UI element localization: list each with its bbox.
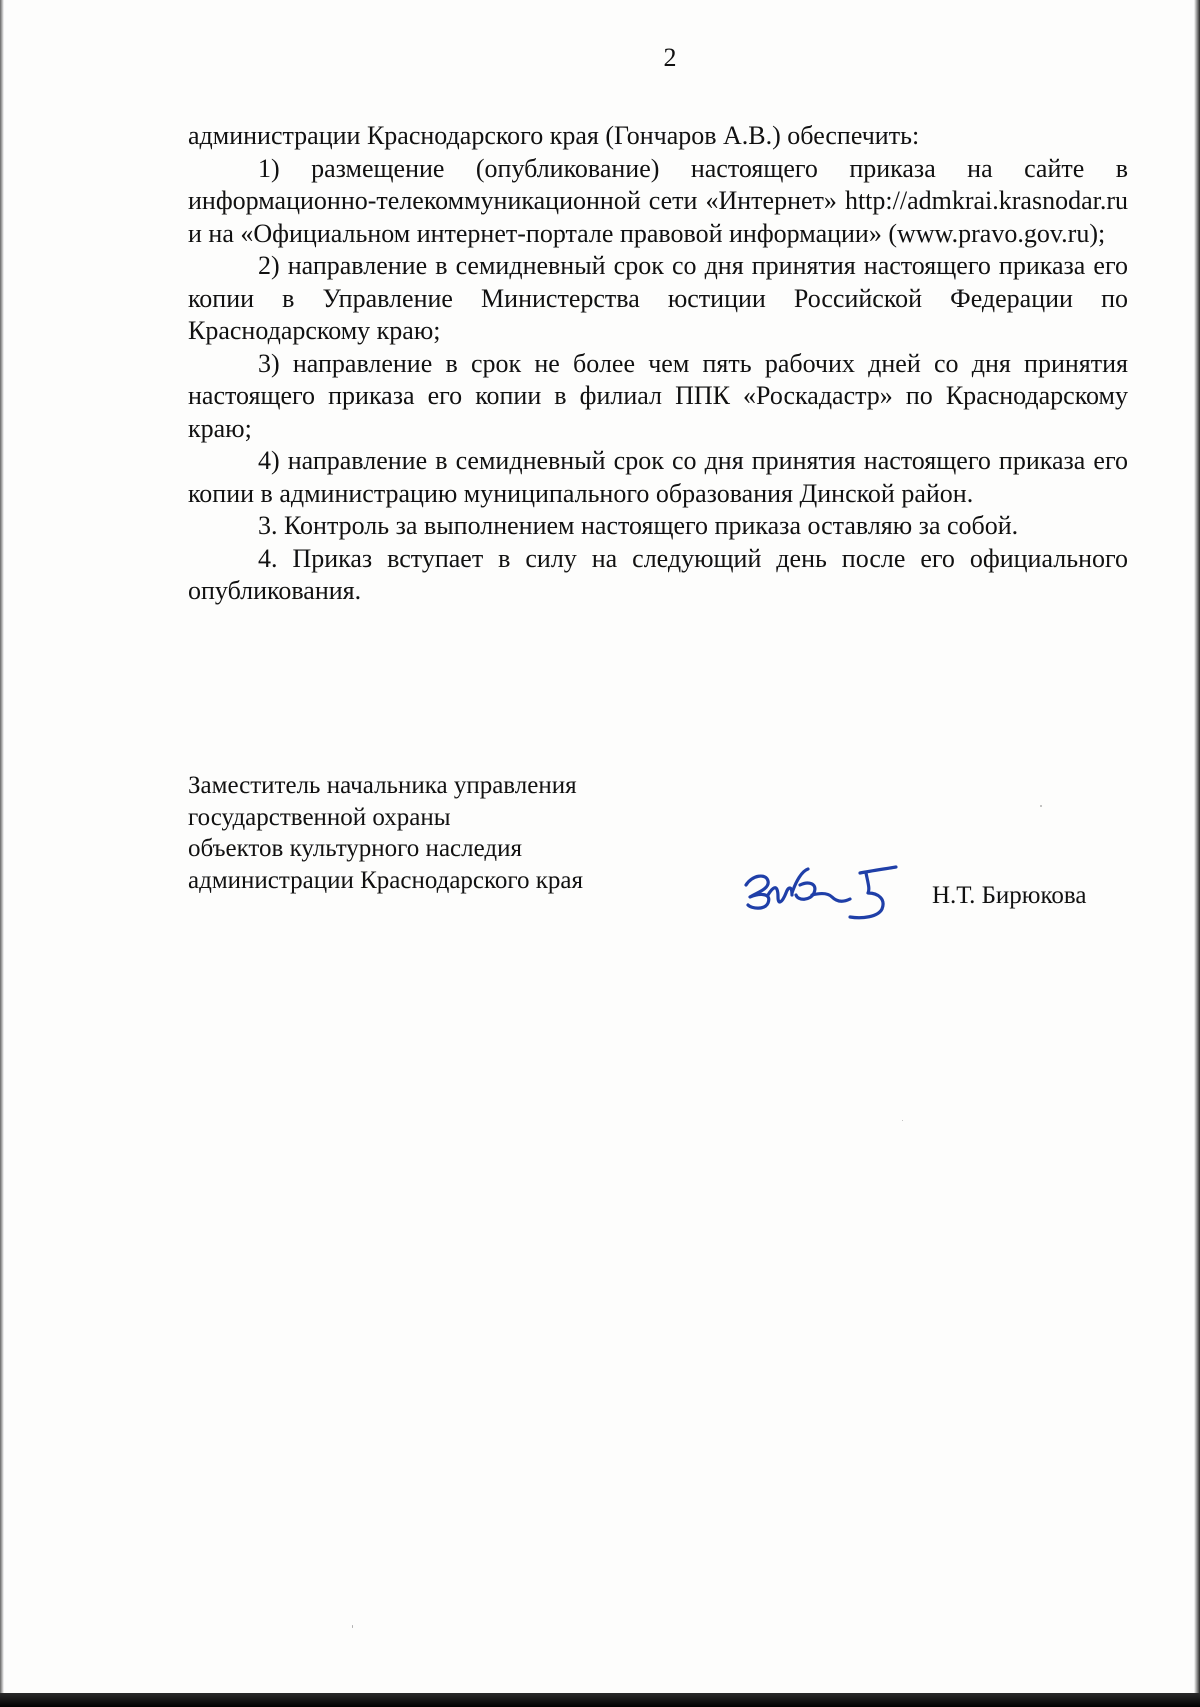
scan-edge-right [1194,0,1200,1707]
signatory-position [188,770,668,896]
paragraph-continuation: администрации Краснодарского края (Гончаров А.В.) обеспечить: [188,121,920,150]
scan-speck [352,1625,353,1628]
handwritten-signature [738,863,908,925]
paragraph-item-4-municipality: 4) направление в семидневный срок со дня принятия настоящего приказа его копии в администрацию муниципального образования Динской район. [188,446,1128,508]
scan-edge-bottom [0,1693,1200,1707]
signatory-name: Н.Т. Бирюкова [932,882,1087,909]
order-body-text [188,120,1128,608]
signatory-position-line: объектов культурного наследия [188,835,522,862]
paragraph-clause-4-effective-date: 4. Приказ вступает в силу на следующий день после его официального опубликования. [188,543,1128,605]
paragraph-item-1-publication: 1) размещение (опубликование) настоящего приказа на сайте в информационно-телекоммуникационной сети «Интернет» http://admkrai.krasnodar.ru и на «Официальном интернет-портале правовой информации» (www.pravo.gov.ru); [188,153,1128,248]
signatory-position-line: администрации Краснодарского края [188,866,584,894]
signatory-position-line: государственной охраны [188,803,451,831]
paragraph-item-2-justice-ministry: 2) направление в семидневный срок со дня принятия настоящего приказа его копии в Управление Министерства юстиции Российской Федерации по Краснодарскому краю; [188,251,1128,345]
scan-edge-left [0,0,4,1707]
signatory-position-line: Заместитель начальника управления [188,772,577,799]
paragraph-clause-3-control: 3. Контроль за выполнением настоящего приказа оставляю за собой. [258,511,1019,540]
scan-speck [1040,805,1042,807]
page-number: 2 [663,43,677,72]
paragraph-item-3-roskadastr: 3) направление в срок не более чем пять рабочих дней со дня принятия настоящего приказа его копии в филиал ППК «Роскадастр» по Краснодарскому краю; [188,348,1128,443]
scan-speck [902,1120,903,1121]
